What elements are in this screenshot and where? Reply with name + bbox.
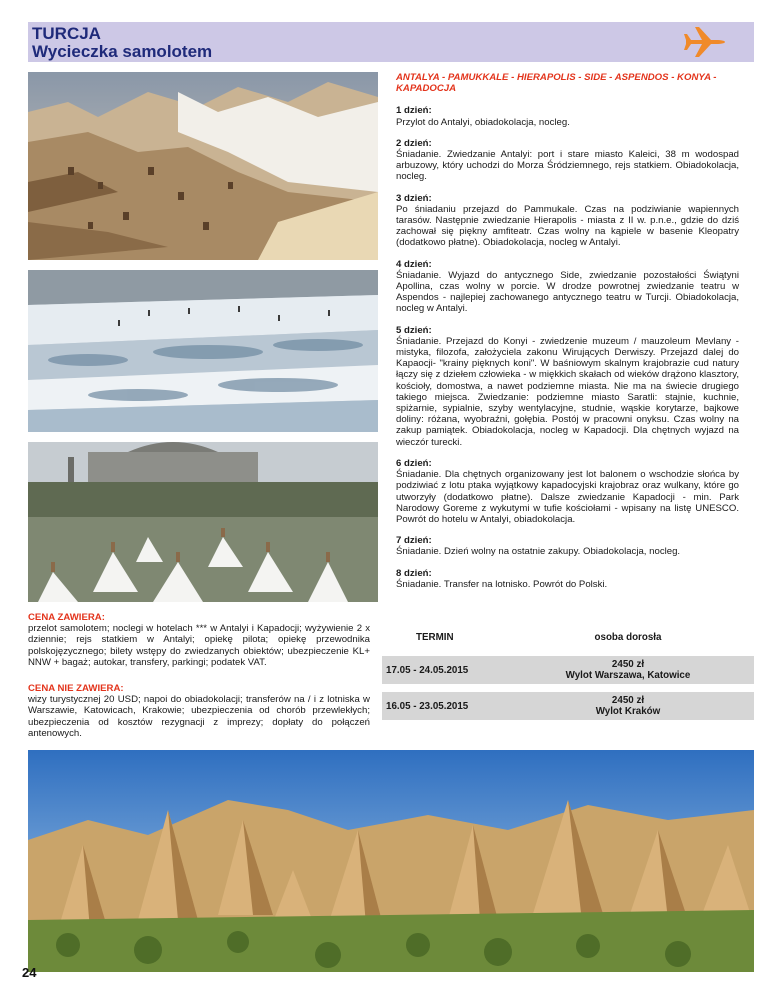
pamukkale-terraces-photo — [28, 270, 378, 432]
term-cell: 16.05 - 23.05.2015 — [386, 700, 469, 712]
departure-note: Wylot Warszawa, Katowice — [565, 670, 691, 681]
day-title: 1 dzień: — [396, 105, 432, 117]
departure-note: Wylot Kraków — [595, 706, 661, 717]
price-includes — [28, 612, 370, 668]
price-table — [382, 626, 754, 720]
excludes-title: CENA NIE ZAWIERA: — [28, 683, 124, 694]
day-8 — [396, 568, 739, 590]
day-text: Śniadanie. Dzień wolny na ostatnie zakupy. Obiadokolacja, nocleg. — [396, 546, 681, 558]
page-number: 24 — [22, 965, 37, 980]
day-text: Śniadanie. Dla chętnych organizowany jest lot balonem o wschodzie słońca by podziwiać z lotu ptaka wyjątkowy kapadocyjski krajobraz oraz wulkany, które go utworzyły (dodatkowo płatne). Dalsze zwiedzanie Kapadocji - min. Park Narodowy Goreme z wykutymi w tufie kościołami - wpisany na listę UNESCO. Powrót do hotelu w Antalyi, obiadokolacja. — [396, 469, 739, 525]
price-cell — [502, 659, 754, 682]
day-text: Przylot do Antalyi, obiadokolacja, nocleg. — [396, 116, 570, 128]
day-title: 5 dzień: — [396, 324, 432, 336]
cappadocia-fairy-chimneys-photo — [28, 750, 754, 972]
day-6 — [396, 458, 739, 525]
day-2 — [396, 138, 739, 183]
price-value: 2450 zł — [611, 694, 645, 706]
table-row — [382, 656, 754, 684]
day-1 — [396, 105, 739, 127]
route-heading: ANTALYA - PAMUKKALE - HIERAPOLIS - SIDE - ASPENDOS - KONYA - KAPADOCJA — [396, 72, 717, 95]
day-title: 7 dzień: — [396, 535, 432, 547]
day-7 — [396, 535, 739, 557]
day-4 — [396, 259, 739, 315]
price-value: 2450 zł — [611, 658, 645, 670]
excludes-text: wizy turystycznej 20 USD; napoi do obiadokolacji; transferów na / i z lotniska w Warszawie, Katowicach, Krakowie; ubezpieczenia od chorób przewlekłych; ubezpieczenia od kosztów rezygnacji z imprezy; dopłaty do połączeń antenowych. — [28, 694, 370, 739]
whirling-dervishes-photo — [28, 442, 378, 602]
title-subtitle: Wycieczka samolotem — [32, 42, 213, 61]
itinerary — [396, 72, 739, 600]
day-5 — [396, 325, 739, 448]
price-cell — [502, 695, 754, 718]
includes-title: CENA ZAWIERA: — [28, 612, 105, 623]
day-text: Śniadanie. Wyjazd do antycznego Side, zwiedzanie pozostałości Świątyni Apollina, czas wolny w porcie. W drodze powrotnej zwiedzanie teatru w Aspendos - najlepiej zachowanego antycznego teatru w Turcji. Obiadokolacja, nocleg w Antalyi. — [396, 269, 739, 315]
day-title: 4 dzień: — [396, 258, 432, 270]
price-excludes — [28, 683, 370, 739]
day-title: 6 dzień: — [396, 457, 432, 469]
header-band — [28, 22, 754, 62]
term-cell: 17.05 - 24.05.2015 — [386, 664, 469, 676]
column-header-term: TERMIN — [416, 631, 454, 643]
table-row — [382, 692, 754, 720]
day-text: Śniadanie. Transfer na lotnisko. Powrót do Polski. — [396, 578, 608, 590]
airplane-icon — [684, 25, 726, 59]
table-header — [382, 626, 754, 648]
page-title — [32, 25, 212, 61]
day-text: Śniadanie. Zwiedzanie Antalyi: port i stare miasto Kaleici, 38 m wodospad arbuzowy, który uchodzi do Morza Śródziemnego, rejs statkiem. Obiadokolacja, nocleg. — [396, 149, 739, 183]
day-text: Śniadanie. Przejazd do Konyi - zwiedzenie muzeum / mauzoleum Mevlany - mistyka, filozofa, założyciela zakonu Wirujących Derwiszy. Przejazd dalej do Kapaocji- "krainy pięknych koni". W baśniowym skalnym krajobrazie cud natury łączy się z dziełem człowieka - w miękkich skałach od wieków drążono klasztory, kościoły, domostwa, a nawet podziemne miasta. Nie ma na świecie drugiego takiego miejsca. Zwiedzanie: podziemne miasto Saratli: stajnie, kuchnie, spiżarnie, sypialnie, szyby wentylacyjne, studnie, wąskie korytarze, bajkowe doliny: różana, wyobraźni, gołębia. Postój w pracowni onyksu. Czas wolny na zakup pamiątek. Obiadokolacja, nocleg w Kapadocji. Dla chętnych wyjazd na wieczór turecki. — [396, 335, 739, 448]
title-country: TURCJA — [32, 24, 101, 43]
day-title: 8 dzień: — [396, 567, 432, 579]
column-header-adult: osoba dorosła — [594, 631, 662, 643]
day-text: Po śniadaniu przejazd do Pammukale. Czas na podziwianie wapiennych tarasów. Następnie zwiedzanie Hierapolis - miasta z II w. p.n.e., gdzie do dziś zachował się piękny amfiteatr. Czas wolny na kąpiele w basenie Kleopatry (dodatkowo płatne). Obiadokolacja, nocleg w Antalyi. — [396, 203, 739, 249]
includes-text: przelot samolotem; noclegi w hotelach *** w Antalyi i Kapadocji; wyżywienie 2 x dziennie; rejs statkiem w Antalyi; opiekę pilota; opiekę przewodnika polskojęzycznego; bilety wstępy do zwiedzanych obiektów; ubezpieczenie KL+ NNW + bagaż; autokar, transfery, parkingi; podatek VAT. — [28, 623, 370, 668]
cappadocia-cave-town-photo — [28, 72, 378, 260]
day-title: 2 dzień: — [396, 137, 432, 149]
day-3 — [396, 193, 739, 249]
day-title: 3 dzień: — [396, 192, 432, 204]
